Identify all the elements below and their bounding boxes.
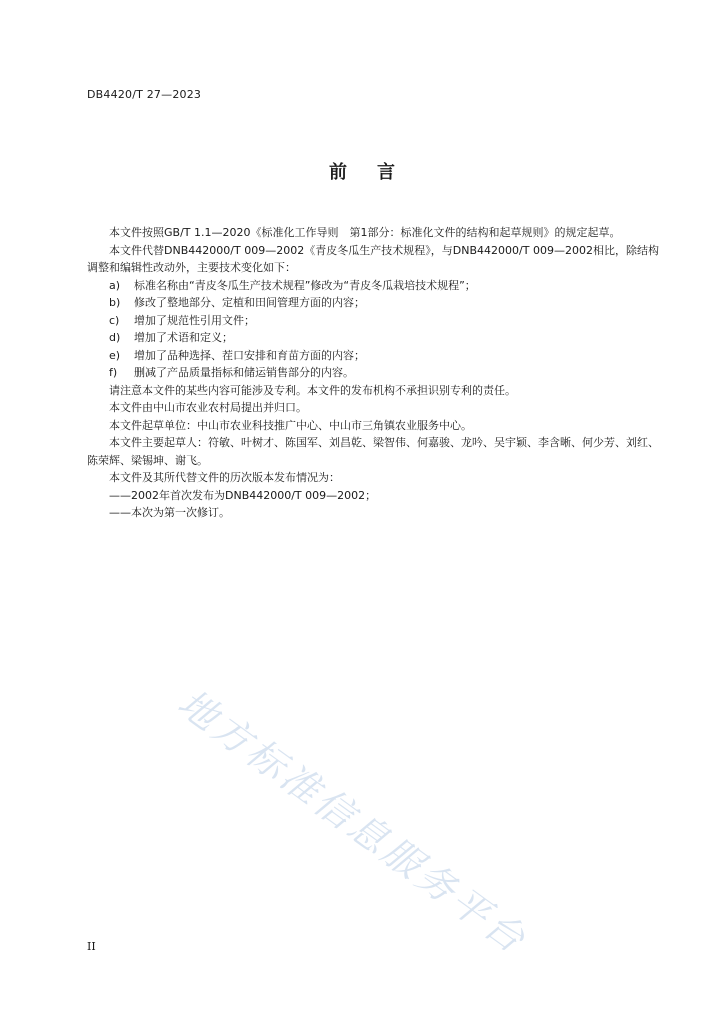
list-item-text: 增加了术语和定义；	[134, 331, 233, 344]
page-number: II	[87, 940, 96, 953]
list-item-text: 修改了整地部分、定植和田间管理方面的内容；	[134, 296, 365, 309]
list-item-label: f)	[109, 366, 118, 379]
changes-list	[87, 277, 659, 382]
paragraph-history-current: ——本次为第一次修订。	[109, 506, 230, 519]
paragraph-drafters: 本文件主要起草人：符敏、叶树才、陈国军、刘昌乾、梁智伟、何嘉骏、龙吟、吴宇颖、李含晰、何少芳、刘红、陈荣辉、梁锡坤、谢飞。	[87, 436, 659, 467]
paragraph-drafting-rules: 本文件按照GB/T 1.1—2020《标准化工作导则 第1部分：标准化文件的结构和起草规则》的规定起草。	[109, 226, 621, 239]
list-item-label: b)	[109, 296, 121, 309]
paragraph-drafting-units: 本文件起草单位：中山市农业科技推广中心、中山市三角镇农业服务中心。	[109, 418, 472, 432]
list-item-label: c)	[109, 313, 120, 327]
page-title: 前言	[329, 162, 425, 183]
list-item-text: 增加了规范性引用文件；	[134, 313, 255, 327]
foreword-body	[87, 224, 659, 522]
list-item-text: 标准名称由“青皮冬瓜生产技术规程”修改为“青皮冬瓜栽培技术规程”；	[134, 278, 476, 292]
list-item-text: 删减了产品质量指标和储运销售部分的内容。	[134, 366, 354, 379]
list-item	[87, 347, 659, 365]
list-item	[87, 294, 659, 312]
paragraph-history: 本文件及其所代替文件的历次版本发布情况为：	[109, 471, 340, 484]
list-item	[87, 312, 659, 330]
paragraph-proposer: 本文件由中山市农业农村局提出并归口。	[109, 401, 307, 414]
list-item	[87, 364, 659, 382]
list-item-label: a)	[109, 278, 121, 292]
list-item	[87, 277, 659, 295]
paragraph-replacement: 本文件代替DNB442000/T 009—2002《青皮冬瓜生产技术规程》，与DNB442000/T 009—2002相比，除结构调整和编辑性改动外，主要技术变化如下：	[87, 243, 659, 274]
watermark: 地方标准信息服务平台	[170, 680, 536, 964]
list-item	[87, 329, 659, 347]
paragraph-patent-notice: 请注意本文件的某些内容可能涉及专利。本文件的发布机构不承担识别专利的责任。	[109, 383, 516, 397]
list-item-label: d)	[109, 331, 121, 344]
list-item-text: 增加了品种选择、茬口安排和育苗方面的内容；	[134, 348, 365, 362]
list-item-label: e)	[109, 348, 121, 362]
paragraph-history-first: ——2002年首次发布为DNB442000/T 009—2002；	[109, 488, 377, 502]
document-code: DB4420/T 27—2023	[87, 88, 202, 101]
